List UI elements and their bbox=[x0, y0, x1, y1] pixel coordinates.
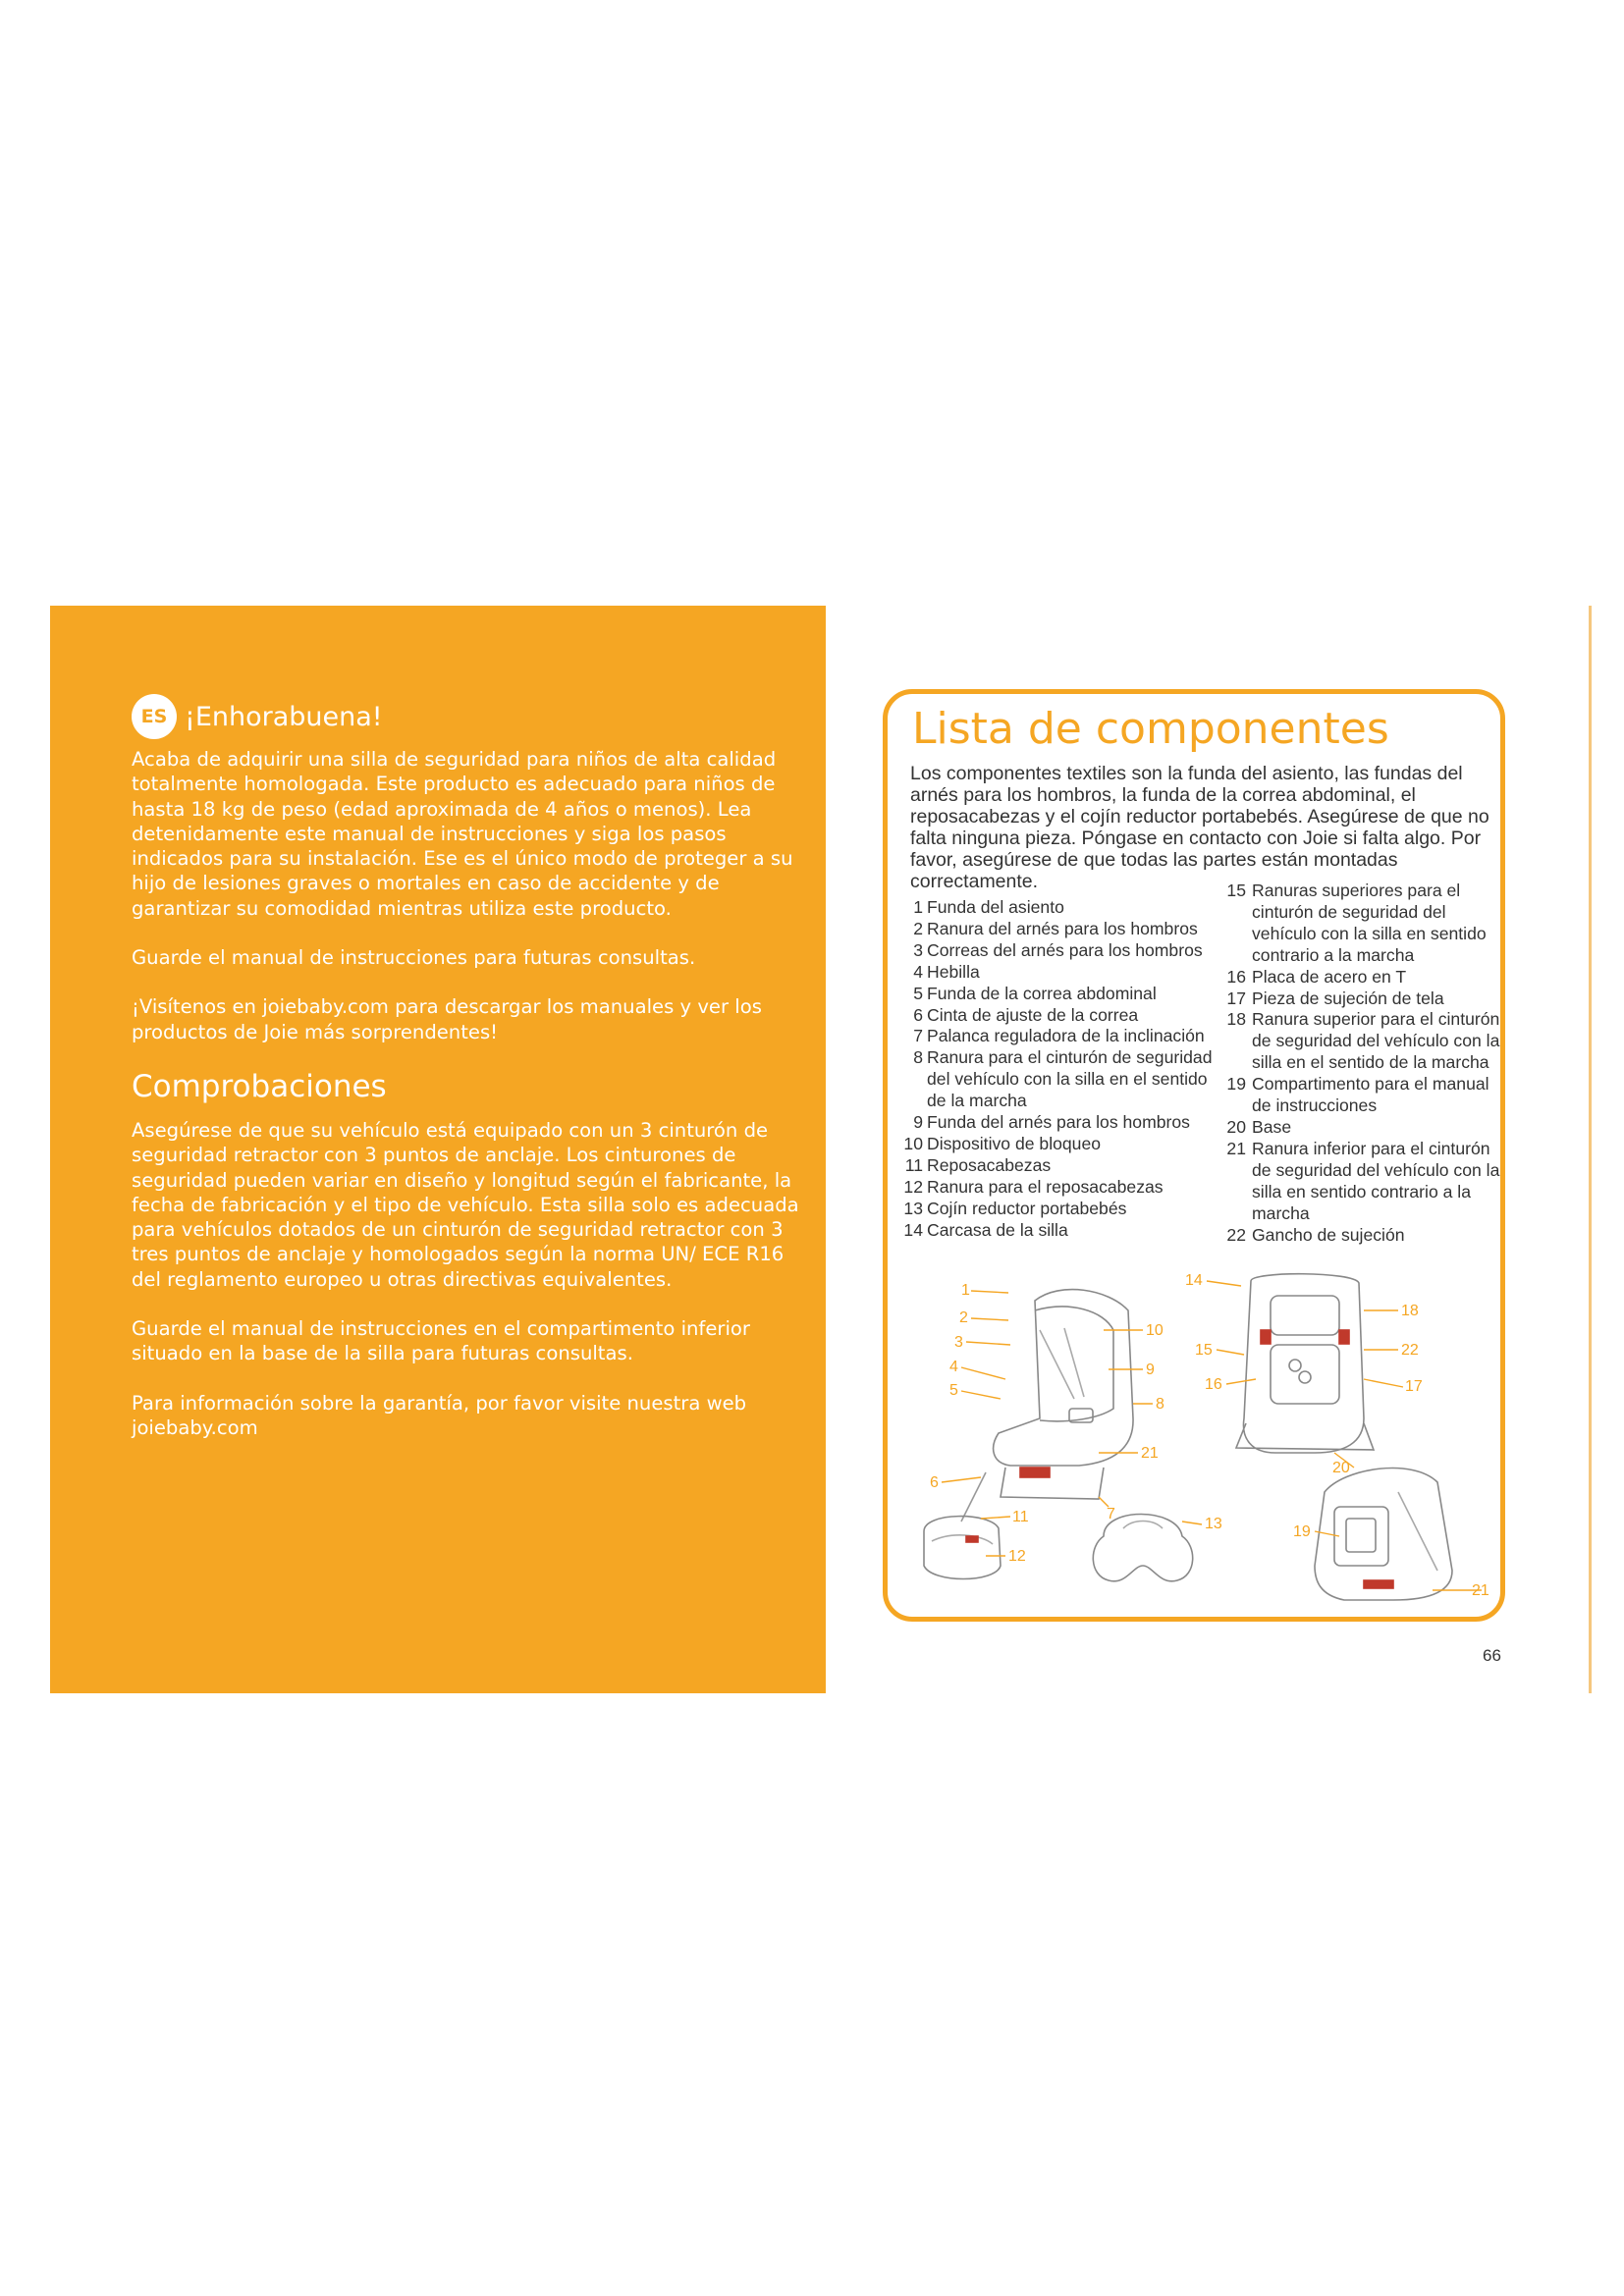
callout-label: 9 bbox=[1146, 1362, 1155, 1378]
checks-text bbox=[132, 1118, 809, 1440]
callout-label: 5 bbox=[949, 1382, 958, 1399]
component-item bbox=[901, 1220, 1225, 1242]
component-item bbox=[901, 1005, 1225, 1027]
component-number: 9 bbox=[913, 1112, 923, 1133]
language-badge: ES bbox=[132, 694, 177, 739]
component-item bbox=[1224, 967, 1509, 988]
intro-content bbox=[132, 694, 809, 1465]
intro-paragraph: Acaba de adquirir una silla de seguridad para niños de alta calidad totalmente homologada. Este producto es adecuado para niños de hasta 18 kg de peso (edad aproximada de 4 años o menos). Lea detenidamente este manual de instrucciones y siga los pasos indicados para su instalación. Ese es el único modo de proteger a su hijo de lesiones graves o mortales en caso de accidente y de garantizar su comodidad mientras utiliza este producto. bbox=[132, 748, 793, 920]
callout-label: 18 bbox=[1401, 1303, 1419, 1319]
callout-label: 17 bbox=[1405, 1378, 1423, 1395]
component-number: 16 bbox=[1226, 966, 1246, 987]
component-label: Placa de acero en T bbox=[1252, 966, 1407, 987]
component-number: 7 bbox=[913, 1026, 923, 1046]
component-item bbox=[1224, 1139, 1509, 1225]
component-item bbox=[901, 984, 1225, 1005]
component-number: 10 bbox=[903, 1133, 923, 1153]
component-item bbox=[1224, 1074, 1509, 1117]
component-number: 2 bbox=[913, 918, 923, 938]
component-number: 18 bbox=[1226, 1009, 1246, 1030]
callout-label: 21 bbox=[1472, 1582, 1489, 1599]
component-label: Ranuras superiores para el cinturón de seguridad del vehículo con la silla en sentido contrario a la marcha bbox=[1252, 881, 1487, 965]
component-label: Funda del asiento bbox=[927, 897, 1064, 917]
seat-underside-view bbox=[1315, 1468, 1452, 1600]
component-number: 15 bbox=[1226, 881, 1246, 900]
component-number: 22 bbox=[1226, 1224, 1246, 1245]
callout-label: 14 bbox=[1185, 1272, 1203, 1289]
intro-panel bbox=[50, 606, 826, 1693]
callout-label: 7 bbox=[1107, 1506, 1115, 1522]
components-list-right bbox=[1224, 881, 1509, 1246]
component-number: 6 bbox=[913, 1004, 923, 1025]
component-number: 19 bbox=[1226, 1074, 1246, 1095]
callout-label: 10 bbox=[1146, 1322, 1164, 1339]
component-item bbox=[901, 1112, 1225, 1134]
checks-paragraph: Asegúrese de que su vehículo está equipado con un 3 cinturón de seguridad retractor con 3 puntos de anclaje. Los cinturones de seguridad pueden variar en diseño y longitud según el fabricante, la fecha de fabricación y el tipo de vehículo. Esta silla solo es adecuada para vehículos dotados de un cinturón de seguridad retractor con 3 tres puntos de anclaje y homologados según la norma UN/ ECE R16 del reglamento europeo u otras directivas equivalentes. bbox=[132, 1118, 799, 1291]
callout-label: 11 bbox=[1012, 1509, 1029, 1525]
intro-paragraph: Guarde el manual de instrucciones para futuras consultas. bbox=[132, 946, 696, 970]
page-edge-divider bbox=[1589, 606, 1592, 1693]
component-item bbox=[901, 919, 1225, 940]
component-item bbox=[901, 1047, 1225, 1112]
intro-paragraph: ¡Visítenos en joiebaby.com para descargar los manuales y ver los productos de Joie más sorprendentes! bbox=[132, 995, 762, 1043]
components-intro: Los componentes textiles son la funda del asiento, las fundas del arnés para los hombros, la funda de la correa abdominal, el reposacabezas y el cojín reductor portabebés. Asegúrese de que no falta ninguna pieza. Póngase en contacto con Joie si falta algo. Por favor, asegúrese de que todas las partes están montadas correctamente. bbox=[910, 763, 1489, 892]
callout-label: 3 bbox=[954, 1334, 963, 1351]
component-number: 1 bbox=[913, 897, 923, 917]
components-title: Lista de componentes bbox=[912, 704, 1389, 754]
component-label: Ranura del arnés para los hombros bbox=[927, 918, 1198, 938]
component-label: Cojín reductor portabebés bbox=[927, 1198, 1127, 1218]
component-item bbox=[901, 962, 1225, 984]
component-item bbox=[1224, 1225, 1509, 1247]
component-number: 4 bbox=[913, 961, 923, 982]
callout-label: 19 bbox=[1293, 1523, 1311, 1540]
checks-title: Comprobaciones bbox=[132, 1068, 387, 1104]
callout-label: 8 bbox=[1156, 1396, 1164, 1413]
component-number: 5 bbox=[913, 983, 923, 1003]
component-number: 8 bbox=[913, 1047, 923, 1068]
component-label: Base bbox=[1252, 1116, 1292, 1137]
callout-label: 20 bbox=[1332, 1460, 1350, 1476]
component-label: Ranura inferior para el cinturón de seguridad del vehículo con la silla en sentido contrario a la marcha bbox=[1252, 1138, 1500, 1223]
seat-back-view bbox=[1236, 1274, 1374, 1453]
component-number: 14 bbox=[903, 1219, 923, 1240]
component-label: Palanca reguladora de la inclinación bbox=[927, 1026, 1205, 1046]
headrest-part bbox=[924, 1517, 1001, 1579]
component-label: Cinta de ajuste de la correa bbox=[927, 1004, 1139, 1025]
component-label: Gancho de sujeción bbox=[1252, 1224, 1405, 1245]
component-label: Funda del arnés para los hombros bbox=[927, 1112, 1190, 1133]
intro-text bbox=[132, 747, 809, 1044]
component-number: 17 bbox=[1226, 988, 1246, 1008]
component-number: 21 bbox=[1226, 1138, 1246, 1158]
components-box bbox=[883, 689, 1505, 1622]
greeting-title: ¡Enhorabuena! bbox=[185, 701, 383, 732]
component-label: Ranura para el cinturón de seguridad del vehículo con la silla en el sentido de la marcha bbox=[927, 1047, 1213, 1111]
greeting-heading bbox=[132, 694, 809, 739]
component-number: 11 bbox=[904, 1154, 923, 1175]
component-item bbox=[1224, 988, 1509, 1010]
component-item bbox=[901, 1177, 1225, 1199]
callout-label: 2 bbox=[959, 1309, 968, 1326]
component-label: Ranura superior para el cinturón de seguridad del vehículo con la silla en el sentido de la marcha bbox=[1252, 1009, 1500, 1073]
component-number: 3 bbox=[913, 939, 923, 960]
component-item bbox=[901, 1026, 1225, 1047]
checks-paragraph: Para información sobre la garantía, por favor visite nuestra web joiebaby.com bbox=[132, 1391, 747, 1439]
component-item bbox=[901, 1199, 1225, 1220]
component-item bbox=[901, 897, 1225, 919]
callout-label: 6 bbox=[930, 1474, 939, 1491]
callout-label: 1 bbox=[961, 1282, 970, 1299]
seat-side-view bbox=[961, 1290, 1133, 1522]
callout-label: 13 bbox=[1205, 1516, 1222, 1532]
components-list-left bbox=[901, 897, 1225, 1242]
checks-paragraph: Guarde el manual de instrucciones en el compartimento inferior situado en la base de la silla para futuras consultas. bbox=[132, 1317, 750, 1365]
callout-label: 15 bbox=[1195, 1342, 1213, 1359]
component-label: Carcasa de la silla bbox=[927, 1219, 1068, 1240]
component-label: Funda de la correa abdominal bbox=[927, 983, 1157, 1003]
component-label: Reposacabezas bbox=[927, 1154, 1052, 1175]
component-label: Correas del arnés para los hombros bbox=[927, 939, 1203, 960]
component-number: 13 bbox=[903, 1198, 923, 1218]
callout-label: 4 bbox=[949, 1359, 958, 1375]
component-number: 20 bbox=[1226, 1116, 1246, 1137]
components-diagram bbox=[902, 1271, 1495, 1610]
callout-label: 22 bbox=[1401, 1342, 1419, 1359]
component-item bbox=[901, 1134, 1225, 1155]
component-item bbox=[1224, 1117, 1509, 1139]
page-number: 66 bbox=[1483, 1646, 1501, 1665]
callout-label: 21 bbox=[1141, 1445, 1159, 1462]
infant-insert-part bbox=[1093, 1515, 1192, 1581]
component-label: Hebilla bbox=[927, 961, 980, 982]
component-item bbox=[901, 940, 1225, 962]
callout-label: 16 bbox=[1205, 1376, 1222, 1393]
component-item bbox=[1224, 881, 1509, 967]
component-label: Compartimento para el manual de instrucciones bbox=[1252, 1074, 1489, 1116]
component-item bbox=[1224, 1009, 1509, 1074]
component-number: 12 bbox=[903, 1176, 923, 1197]
component-label: Pieza de sujeción de tela bbox=[1252, 988, 1444, 1008]
component-item bbox=[901, 1155, 1225, 1177]
component-label: Ranura para el reposacabezas bbox=[927, 1176, 1164, 1197]
callout-label: 12 bbox=[1008, 1548, 1026, 1565]
component-label: Dispositivo de bloqueo bbox=[927, 1133, 1102, 1153]
